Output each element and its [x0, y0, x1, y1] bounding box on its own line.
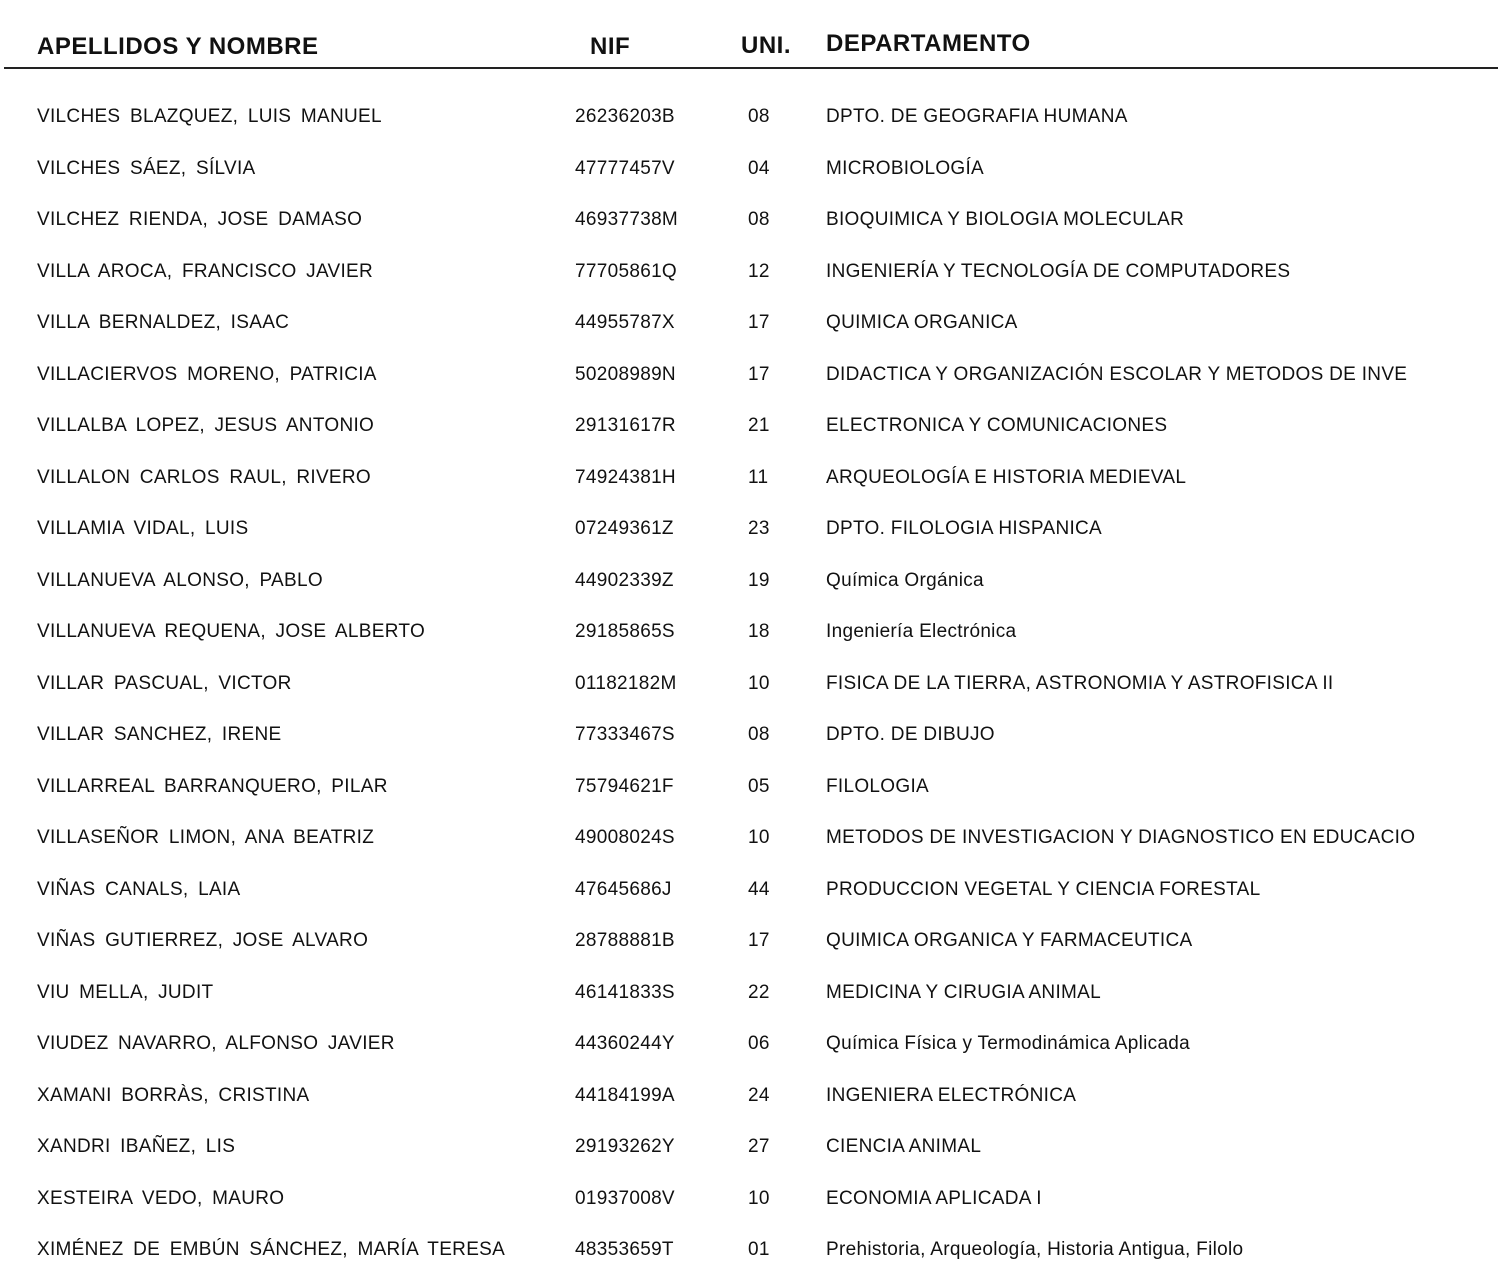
nif-value: 46141833S [575, 981, 675, 1003]
department-value: ARQUEOLOGÍA E HISTORIA MEDIEVAL [826, 466, 1187, 488]
table-row [0, 195, 1500, 247]
table-row [0, 865, 1500, 917]
uni-value: 01 [748, 1239, 770, 1260]
person-name: VILLA BERNALDEZ, ISAAC [37, 312, 290, 333]
person-name: VILLAMIA VIDAL, LUIS [37, 518, 249, 539]
uni-value: 12 [748, 260, 770, 282]
uni-value: 08 [748, 106, 770, 127]
nif-value: 29185865S [575, 621, 675, 642]
person-name: VILLANUEVA REQUENA, JOSE ALBERTO [37, 621, 426, 642]
department-value: FISICA DE LA TIERRA, ASTRONOMIA Y ASTROFISICA II [826, 672, 1334, 694]
person-name: XIMÉNEZ DE EMBÚN SÁNCHEZ, MARÍA TERESA [37, 1239, 506, 1260]
department-value: Química Orgánica [826, 569, 984, 591]
table-row [0, 504, 1500, 556]
uni-value: 19 [748, 569, 770, 591]
table-row [0, 1071, 1500, 1123]
table-row [0, 762, 1500, 814]
person-name: XANDRI IBAÑEZ, LIS [37, 1136, 236, 1157]
person-name: VILLARREAL BARRANQUERO, PILAR [37, 775, 388, 797]
nif-value: 46937738M [575, 209, 679, 230]
person-name: VILLALON CARLOS RAUL, RIVERO [37, 466, 372, 488]
person-name: VIU MELLA, JUDIT [37, 981, 214, 1003]
table-row [0, 968, 1500, 1020]
person-name: VIÑAS GUTIERREZ, JOSE ALVARO [37, 930, 369, 951]
uni-value: 11 [748, 466, 769, 488]
column-header-uni: UNI. [741, 32, 791, 59]
person-name: VILLALBA LOPEZ, JESUS ANTONIO [37, 415, 375, 436]
department-value: Ingeniería Electrónica [826, 621, 1017, 642]
uni-value: 08 [748, 724, 770, 745]
table-row [0, 1225, 1500, 1277]
table-row [0, 247, 1500, 299]
table-row [0, 298, 1500, 350]
department-value: DPTO. DE DIBUJO [826, 724, 995, 745]
department-value: QUIMICA ORGANICA [826, 312, 1018, 333]
nif-value: 48353659T [575, 1239, 674, 1260]
uni-value: 21 [748, 415, 770, 436]
department-value: DPTO. FILOLOGIA HISPANICA [826, 518, 1103, 539]
nif-value: 29131617R [575, 415, 676, 436]
uni-value: 10 [748, 1187, 770, 1209]
table-row [0, 659, 1500, 711]
column-header-department: DEPARTAMENTO [826, 30, 1031, 57]
table-row [0, 1122, 1500, 1174]
nif-value: 50208989N [575, 363, 676, 385]
table-row [0, 916, 1500, 968]
department-value: ELECTRONICA Y COMUNICACIONES [826, 415, 1168, 436]
nif-value: 01937008V [575, 1187, 675, 1209]
person-name: VILCHES SÁEZ, SÍLVIA [37, 157, 256, 179]
uni-value: 24 [748, 1084, 770, 1106]
uni-value: 06 [748, 1033, 770, 1054]
department-value: DPTO. DE GEOGRAFIA HUMANA [826, 106, 1128, 127]
department-value: Prehistoria, Arqueología, Historia Antigua, Filolo [826, 1239, 1244, 1260]
person-name: XAMANI BORRÀS, CRISTINA [37, 1084, 310, 1106]
nif-value: 44955787X [575, 312, 675, 333]
table-row [0, 813, 1500, 865]
uni-value: 10 [748, 672, 770, 694]
department-value: QUIMICA ORGANICA Y FARMACEUTICA [826, 930, 1193, 951]
table-row [0, 401, 1500, 453]
nif-value: 28788881B [575, 930, 675, 951]
department-value: DIDACTICA Y ORGANIZACIÓN ESCOLAR Y METODOS DE INVE [826, 363, 1408, 385]
table-row [0, 350, 1500, 402]
table-row [0, 1019, 1500, 1071]
person-name: VILCHEZ RIENDA, JOSE DAMASO [37, 209, 363, 230]
nif-value: 44360244Y [575, 1033, 675, 1054]
person-name: XESTEIRA VEDO, MAURO [37, 1187, 285, 1209]
person-name: VILLANUEVA ALONSO, PABLO [37, 569, 323, 591]
table-row [0, 453, 1500, 505]
department-value: MICROBIOLOGÍA [826, 157, 985, 179]
nif-value: 01182182M [575, 672, 677, 694]
department-value: ECONOMIA APLICADA I [826, 1187, 1042, 1209]
nif-value: 77705861Q [575, 260, 678, 282]
department-value: INGENIERA ELECTRÓNICA [826, 1084, 1077, 1106]
nif-value: 74924381H [575, 466, 676, 488]
nif-value: 29193262Y [575, 1136, 675, 1157]
person-name: VILLACIERVOS MORENO, PATRICIA [37, 363, 377, 385]
table-row [0, 710, 1500, 762]
table-row [0, 144, 1500, 196]
person-name: VIUDEZ NAVARRO, ALFONSO JAVIER [37, 1033, 395, 1054]
nif-value: 44902339Z [575, 569, 674, 591]
nif-value: 47777457V [575, 157, 675, 179]
table-row [0, 92, 1500, 144]
table-header [0, 0, 1500, 72]
nif-value: 07249361Z [575, 518, 674, 539]
uni-value: 17 [748, 363, 770, 385]
person-name: VILCHES BLAZQUEZ, LUIS MANUEL [37, 106, 382, 127]
nif-value: 49008024S [575, 827, 675, 848]
department-value: MEDICINA Y CIRUGIA ANIMAL [826, 981, 1101, 1003]
column-header-name: APELLIDOS Y NOMBRE [37, 33, 319, 60]
uni-value: 27 [748, 1136, 770, 1157]
nif-value: 44184199A [575, 1084, 675, 1106]
person-name: VILLAR PASCUAL, VICTOR [37, 672, 292, 694]
nif-value: 26236203B [575, 106, 675, 127]
uni-value: 44 [748, 878, 770, 900]
uni-value: 08 [748, 209, 770, 230]
header-divider [4, 67, 1498, 69]
department-value: METODOS DE INVESTIGACION Y DIAGNOSTICO EN EDUCACIO [826, 827, 1416, 848]
department-value: Química Física y Termodinámica Aplicada [826, 1033, 1191, 1054]
department-value: INGENIERÍA Y TECNOLOGÍA DE COMPUTADORES [826, 260, 1291, 282]
table-body [0, 92, 1500, 1277]
nif-value: 75794621F [575, 775, 674, 797]
person-name: VILLASEÑOR LIMON, ANA BEATRIZ [37, 827, 375, 848]
uni-value: 04 [748, 157, 770, 179]
column-header-nif: NIF [590, 33, 631, 60]
uni-value: 17 [748, 930, 770, 951]
nif-value: 77333467S [575, 724, 675, 745]
uni-value: 22 [748, 981, 770, 1003]
uni-value: 05 [748, 775, 770, 797]
table-row [0, 607, 1500, 659]
table-row [0, 1174, 1500, 1226]
table-row [0, 556, 1500, 608]
uni-value: 23 [748, 518, 770, 539]
person-name: VIÑAS CANALS, LAIA [37, 878, 241, 900]
department-value: PRODUCCION VEGETAL Y CIENCIA FORESTAL [826, 878, 1261, 900]
person-name: VILLA AROCA, FRANCISCO JAVIER [37, 260, 374, 282]
uni-value: 10 [748, 827, 770, 848]
person-name: VILLAR SANCHEZ, IRENE [37, 724, 282, 745]
nif-value: 47645686J [575, 878, 672, 900]
uni-value: 17 [748, 312, 770, 333]
uni-value: 18 [748, 621, 770, 642]
department-value: BIOQUIMICA Y BIOLOGIA MOLECULAR [826, 209, 1185, 230]
department-value: CIENCIA ANIMAL [826, 1136, 982, 1157]
department-value: FILOLOGIA [826, 775, 930, 797]
